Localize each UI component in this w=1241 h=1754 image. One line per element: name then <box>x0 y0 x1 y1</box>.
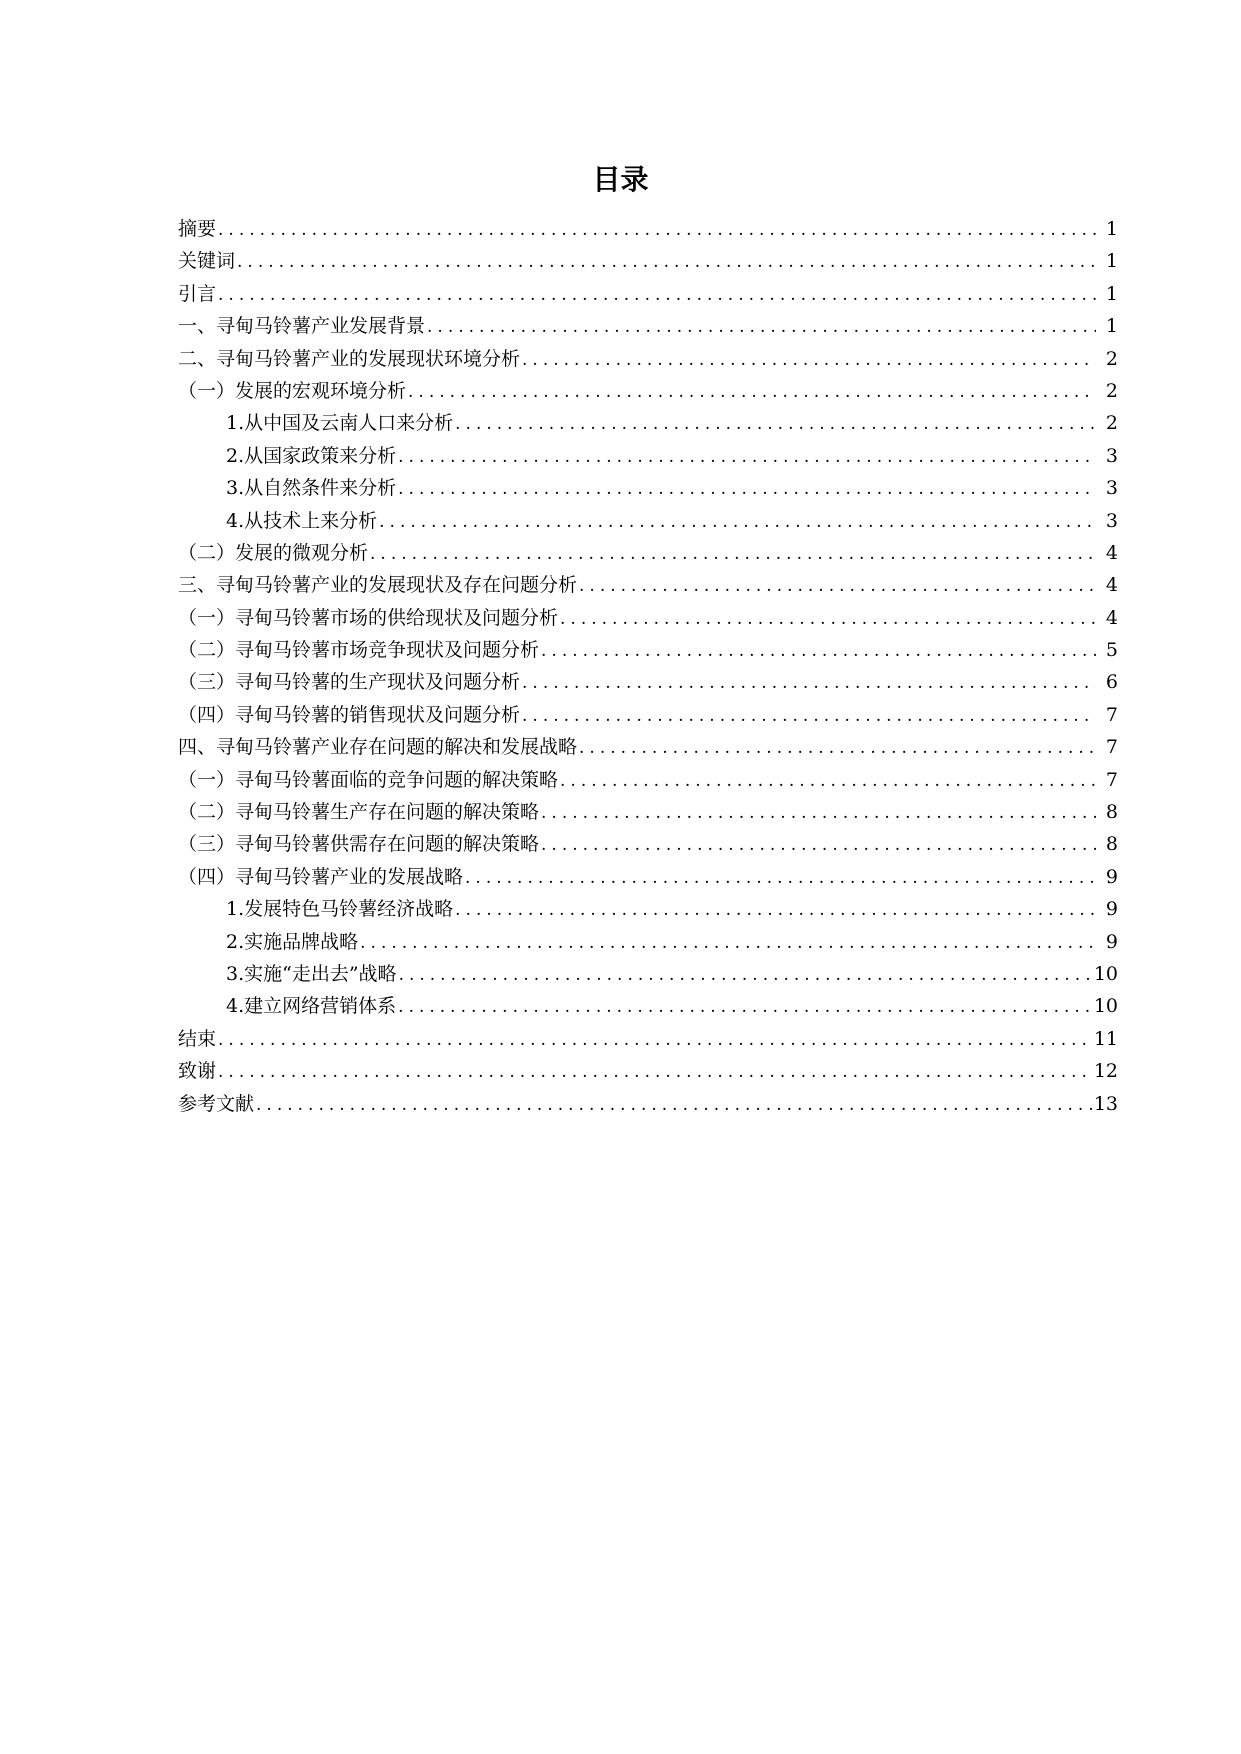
toc-entry-label: 引言 <box>178 282 217 305</box>
toc-entry-page: 1 <box>1105 218 1118 240</box>
toc-entry[interactable] <box>178 375 1118 407</box>
toc-entry[interactable] <box>178 926 1118 958</box>
toc-entry-page: 8 <box>1105 833 1118 856</box>
toc-entry[interactable] <box>178 537 1118 569</box>
toc-entry-label: （二）寻甸马铃薯市场竞争现状及问题分析 <box>178 639 540 662</box>
toc-dot-leader <box>427 311 1096 343</box>
toc-entry-page: 3 <box>1105 509 1118 532</box>
toc-entry-label: 2.实施品牌战略 <box>226 930 359 953</box>
toc-entry[interactable] <box>178 796 1118 828</box>
toc-entry[interactable] <box>178 764 1118 796</box>
toc-entry[interactable] <box>178 990 1118 1022</box>
toc-dot-leader <box>256 1089 1092 1121</box>
toc-entry-label: 2.从国家政策来分析 <box>226 444 397 467</box>
toc-entry-page: 10 <box>1093 995 1118 1018</box>
toc-entry-page: 4 <box>1105 574 1118 597</box>
toc-entry-label: 4.建立网络营销体系 <box>226 995 397 1018</box>
toc-entry-page: 9 <box>1105 898 1118 921</box>
toc-entry-label: （二）寻甸马铃薯生产存在问题的解决策略 <box>178 801 540 824</box>
toc-entry-label: 4.从技术上来分析 <box>226 509 378 532</box>
toc-entry[interactable] <box>178 278 1118 310</box>
toc-dot-leader <box>522 667 1096 699</box>
toc-entry-page: 13 <box>1093 1092 1118 1115</box>
toc-entry-label: 3.从自然条件来分析 <box>226 477 397 500</box>
toc-dot-leader <box>560 765 1096 797</box>
toc-entry-label: 一、寻甸马铃薯产业发展背景 <box>178 315 426 338</box>
toc-entry-page: 3 <box>1105 477 1118 500</box>
toc-entry[interactable] <box>178 472 1118 504</box>
toc-entry-label: （一）寻甸马铃薯市场的供给现状及问题分析 <box>178 606 559 629</box>
toc-dot-leader <box>541 635 1096 667</box>
toc-entry-label: 1.发展特色马铃薯经济战略 <box>226 898 454 921</box>
toc-entry[interactable] <box>178 245 1118 277</box>
toc-dot-leader <box>360 927 1096 959</box>
toc-entry-label: 3.实施“走出去”战略 <box>226 962 397 985</box>
toc-dot-leader <box>218 1024 1092 1056</box>
toc-entry-page: 2 <box>1105 412 1118 435</box>
toc-entry-page: 1 <box>1105 315 1118 338</box>
toc-entry[interactable] <box>178 699 1118 731</box>
toc-dot-leader <box>522 344 1096 376</box>
toc-entry-label: （二）发展的微观分析 <box>178 541 369 564</box>
toc-entry-label: （三）寻甸马铃薯供需存在问题的解决策略 <box>178 833 540 856</box>
toc-entry-page: 4 <box>1105 541 1118 564</box>
toc-dot-leader <box>541 829 1096 861</box>
toc-entry-page: 7 <box>1105 768 1118 791</box>
toc-dot-leader <box>398 441 1096 473</box>
toc-entry-page: 9 <box>1105 930 1118 953</box>
toc-entry[interactable] <box>178 634 1118 666</box>
toc-entry-label: （四）寻甸马铃薯产业的发展战略 <box>178 865 464 888</box>
toc-dot-leader <box>560 603 1096 635</box>
toc-dot-leader <box>398 473 1096 505</box>
toc-entry-label: 摘要 <box>178 218 217 240</box>
toc-dot-leader <box>408 376 1096 408</box>
toc-entry[interactable] <box>178 731 1118 763</box>
toc-dot-leader <box>218 214 1096 246</box>
toc-entry[interactable] <box>178 828 1118 860</box>
toc-entry-page: 1 <box>1105 250 1118 273</box>
toc-entry[interactable] <box>178 213 1118 245</box>
toc-entry[interactable] <box>178 407 1118 439</box>
toc-entry-label: 三、寻甸马铃薯产业的发展现状及存在问题分析 <box>178 574 578 597</box>
toc-entry-page: 4 <box>1105 606 1118 629</box>
toc-entry[interactable] <box>178 861 1118 893</box>
toc-dot-leader <box>218 1056 1092 1088</box>
toc-dot-leader <box>379 506 1096 538</box>
toc-dot-leader <box>465 862 1096 894</box>
toc-entry-label: 参考文献 <box>178 1092 255 1115</box>
toc-entry-label: （四）寻甸马铃薯的销售现状及问题分析 <box>178 703 521 726</box>
page-title: 目录 <box>592 163 649 196</box>
toc-dot-leader <box>455 408 1096 440</box>
toc-dot-leader <box>370 538 1096 570</box>
toc-dot-leader <box>399 959 1092 991</box>
toc-entry-label: 致谢 <box>178 1060 217 1083</box>
toc-entry[interactable] <box>178 1023 1118 1055</box>
toc-entry-page: 2 <box>1105 347 1118 370</box>
toc-dot-leader <box>541 797 1096 829</box>
toc-entry-page: 3 <box>1105 444 1118 467</box>
toc-entry[interactable] <box>178 440 1118 472</box>
toc-entry-page: 12 <box>1093 1060 1118 1083</box>
toc-dot-leader <box>455 894 1096 926</box>
toc-entry-page: 8 <box>1105 801 1118 824</box>
toc-dot-leader <box>237 246 1096 278</box>
toc-entry-page: 9 <box>1105 865 1118 888</box>
toc-dot-leader <box>398 991 1092 1023</box>
toc-entry[interactable] <box>178 505 1118 537</box>
toc-entry-page: 10 <box>1093 962 1118 985</box>
toc-entry-page: 2 <box>1105 379 1118 402</box>
toc-entry-page: 7 <box>1105 736 1118 759</box>
toc-entry[interactable] <box>178 343 1118 375</box>
toc-entry-label: 二、寻甸马铃薯产业的发展现状环境分析 <box>178 347 521 370</box>
toc-dot-leader <box>218 279 1096 311</box>
toc-entry[interactable] <box>178 602 1118 634</box>
toc-entry-page: 5 <box>1105 639 1118 662</box>
toc-entry-label: 1.从中国及云南人口来分析 <box>226 412 454 435</box>
toc-entry-page: 7 <box>1105 703 1118 726</box>
toc-entry-label: 关键词 <box>178 250 236 273</box>
toc-entry[interactable] <box>178 893 1118 925</box>
toc-dot-leader <box>579 570 1096 602</box>
toc-entry-label: 结束 <box>178 1027 217 1050</box>
toc-entry-label: 四、寻甸马铃薯产业存在问题的解决和发展战略 <box>178 736 578 759</box>
toc-entry[interactable] <box>178 1088 1118 1120</box>
toc-entry-label: （一）寻甸马铃薯面临的竞争问题的解决策略 <box>178 768 559 791</box>
toc-entry-page: 1 <box>1105 282 1118 305</box>
toc-entry[interactable] <box>178 666 1118 698</box>
toc-entry[interactable] <box>178 310 1118 342</box>
toc-entry-page: 6 <box>1105 671 1118 694</box>
toc-dot-leader <box>579 732 1096 764</box>
toc-entry-label: （一）发展的宏观环境分析 <box>178 379 407 402</box>
toc-entry-page: 11 <box>1093 1027 1118 1050</box>
toc-dot-leader <box>522 700 1096 732</box>
toc-entry[interactable] <box>178 569 1118 601</box>
toc-entry[interactable] <box>178 1055 1118 1087</box>
toc-entry[interactable] <box>178 958 1118 990</box>
table-of-contents <box>178 213 1118 1120</box>
toc-entry-label: （三）寻甸马铃薯的生产现状及问题分析 <box>178 671 521 694</box>
